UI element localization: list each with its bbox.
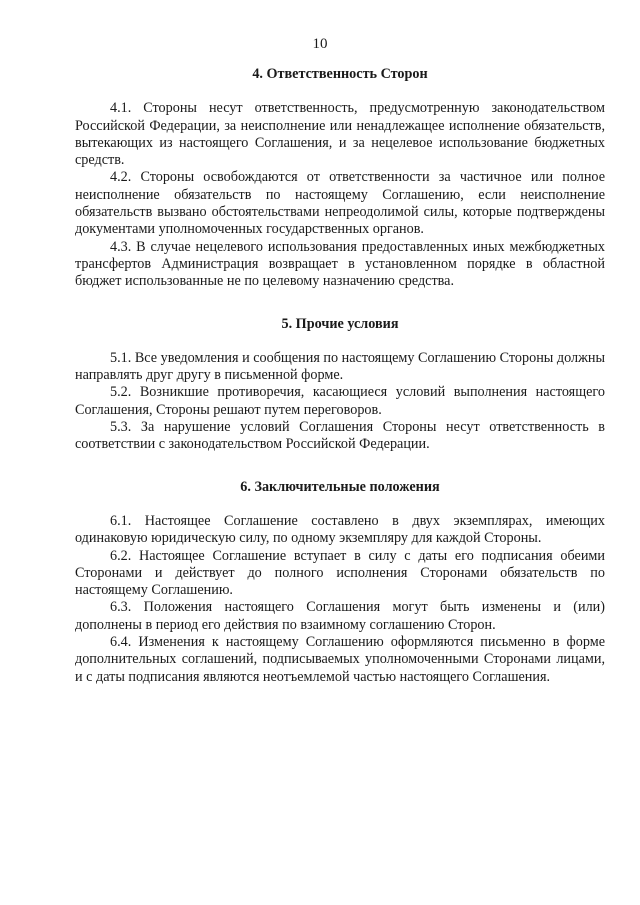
paragraph: 6.2. Настоящее Соглашение вступает в силу с даты его подписания обеими Сторонами и действует до полного исполнения Сторонами обязательств по настоящему Соглашению. [75, 547, 605, 599]
page-number: 10 [312, 36, 328, 52]
section-final-provisions [75, 479, 605, 686]
paragraph: 6.1. Настоящее Соглашение составлено в двух экземплярах, имеющих одинаковую юридическую силу, по одному экземпляру для каждой Стороны. [75, 512, 605, 547]
paragraph: 5.2. Возникшие противоречия, касающиеся условий выполнения настоящего Соглашения, Стороны решают путем переговоров. [75, 384, 605, 418]
document-body [75, 66, 605, 686]
paragraph: 4.3. В случае нецелевого использования предоставленных иных межбюджетных трансфертов Администрация возвращает в установленном порядке в областной бюджет использованные не по целевому назначению средства. [75, 238, 605, 290]
section-heading: 5. Прочие условия [281, 315, 399, 332]
section-other-conditions [75, 316, 605, 454]
paragraph: 5.1. Все уведомления и сообщения по настоящему Соглашению Стороны должны направлять друг другу в письменной форме. [75, 349, 605, 384]
paragraph: 6.3. Положения настоящего Соглашения могут быть изменены и (или) дополнены в период его действия по взаимному соглашению Сторон. [75, 599, 605, 633]
paragraph: 6.4. Изменения к настоящему Соглашению оформляются письменно в форме дополнительных соглашений, подписываемых уполномоченными Сторонами лицами, и с даты подписания являются неотъемлемой частью настоящего Соглашения. [75, 634, 605, 685]
paragraph: 4.2. Стороны освобождаются от ответственности за частичное или полное неисполнение обязательств по настоящему Соглашению, если неисполнение обязательств вызвано обстоятельствами непреодолимой силы, которые подтверждены документами уполномоченных государственных органов. [75, 169, 605, 238]
paragraph: 5.3. За нарушение условий Соглашения Стороны несут ответственность в соответствии с законодательством Российской Федерации. [75, 419, 605, 453]
section-heading: 4. Ответственность Сторон [252, 66, 428, 82]
section-heading: 6. Заключительные положения [240, 478, 440, 495]
paragraph: 4.1. Стороны несут ответственность, предусмотренную законодательством Российской Федерации, за неисполнение или ненадлежащее исполнение обязательств, вытекающих из настоящего Соглашения, и за нецелевое использование бюджетных средств. [75, 100, 605, 169]
section-responsibility [75, 66, 605, 291]
